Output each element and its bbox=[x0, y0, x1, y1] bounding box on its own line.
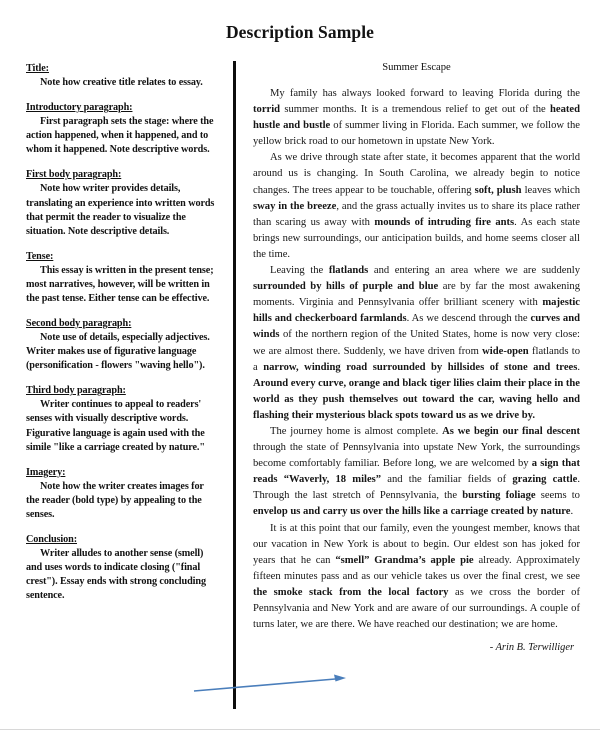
essay-paragraph: As we drive through state after state, it becomes apparent that the world around us is changing. In South Carolina, we already begin to notice changes. The trees appear to be touchable, offering soft, plush leaves which sway in the breeze, and the grass actually invites us to share its place rather than scaring us away with mounds of intruding fire ants. As each state brings new surroundings, our anticipation builds, and home seems closer all the time. bbox=[253, 152, 580, 260]
annotation-heading: Title: bbox=[26, 63, 49, 74]
annotation-block bbox=[26, 101, 218, 157]
annotation-text: Note how creative title relates to essay. bbox=[40, 77, 203, 89]
annotation-heading: Conclusion: bbox=[26, 533, 77, 545]
essay-title: Summer Escape bbox=[382, 62, 451, 73]
annotation-block bbox=[26, 317, 218, 373]
annotation-block bbox=[26, 168, 218, 238]
annotation-heading: Third body paragraph: bbox=[26, 385, 126, 397]
essay-paragraph: My family has always looked forward to leaving Florida during the torrid summer months. It is a tremendous relief to get out of the heated hustle and bustle of summer living in Florida. Each summer, we follow the yellow brick road to our hometown in upstate New York. bbox=[253, 88, 580, 148]
annotation-text: Note how the writer creates images for the reader (bold type) by appealing to the senses. bbox=[26, 480, 204, 520]
annotation-text: Note use of details, especially adjectives. Writer makes use of figurative language (personification - flowers "waving hello"). bbox=[26, 332, 210, 372]
annotation-text: Writer alludes to another sense (smell) and uses words to indicate closing ("final crest"). Essay ends with strong concluding sentence. bbox=[26, 548, 206, 602]
annotation-text: This essay is written in the present tense; most narratives, however, will be written in the past tense. Either tense can be effective. bbox=[26, 264, 214, 304]
essay-column bbox=[253, 58, 580, 653]
annotation-heading: Second body paragraph: bbox=[26, 318, 132, 330]
annotation-block bbox=[26, 384, 218, 454]
annotation-heading: First body paragraph: bbox=[26, 169, 122, 181]
annotation-text: Note how writer provides details, translating an experience into written words that permit the reader to visualize the situation. Note descriptive details. bbox=[26, 183, 215, 237]
essay-paragraph: The journey home is almost complete. As we begin our final descent through the state of Pennsylvania into upstate New York, the surroundings become comfortably familiar. Before long, we are welcomed by a sign that reads “Waverly, 18 miles” and the familiar fields of grazing cattle. Through the last stretch of Pennsylvania, the bursting foliage seems to envelop us and carry us over the hills like a carriage created by nature. bbox=[253, 425, 581, 518]
document-body bbox=[0, 58, 600, 718]
essay-paragraph: Leaving the flatlands and entering an area where we are suddenly surrounded by hills of purple and blue are by far the most awakening moments. Virginia and Pennsylvania offer brilliant scenery with majestic hills and checkerboard farmlands. As we descend through the curves and winds of the northern region of the United States, home is now very close: we are almost there. Suddenly, we have driven from wide-open flatlands to a narrow, winding road surrounded by hillsides of stone and trees. Around every curve, orange and black tiger lilies claim their place in the world as they push themselves out toward the car, waving hello and flashing their mysterious black spots toward us as we drive by. bbox=[253, 265, 581, 421]
annotation-block bbox=[26, 250, 218, 306]
annotation-block bbox=[26, 533, 218, 603]
annotation-block bbox=[26, 466, 218, 522]
annotation-column bbox=[26, 62, 218, 614]
annotation-text: Writer continues to appeal to readers' senses with visually descriptive words. Figurative language is again used with the simile "like a carriage created by nature." bbox=[26, 399, 205, 453]
page-title: Description Sample bbox=[225, 22, 375, 42]
annotation-text: First paragraph sets the stage: where the action happened, when it happened, and to whom it happened. Note descriptive words. bbox=[26, 116, 214, 156]
annotation-heading: Introductory paragraph: bbox=[26, 102, 133, 114]
annotation-block bbox=[26, 62, 218, 90]
annotation-heading: Tense: bbox=[26, 250, 54, 262]
essay-signature: - Arin B. Terwilliger bbox=[489, 642, 574, 654]
annotation-heading: Imagery: bbox=[26, 466, 66, 478]
essay-paragraph: It is at this point that our family, even the youngest member, knows that our vacation in New York is about to begin. Our eldest son has joked for years that he can “smell” Grandma’s apple pie already. Approximately fifteen minutes pass and as our vehicle takes us over the final crest, we see the smoke stack from the local factory as we cross the border of Pennsylvania and New York and are aware of our surroundings. A couple of turns later, we are there. We have reached our destination; we are home. bbox=[253, 522, 581, 631]
column-divider bbox=[233, 61, 236, 709]
